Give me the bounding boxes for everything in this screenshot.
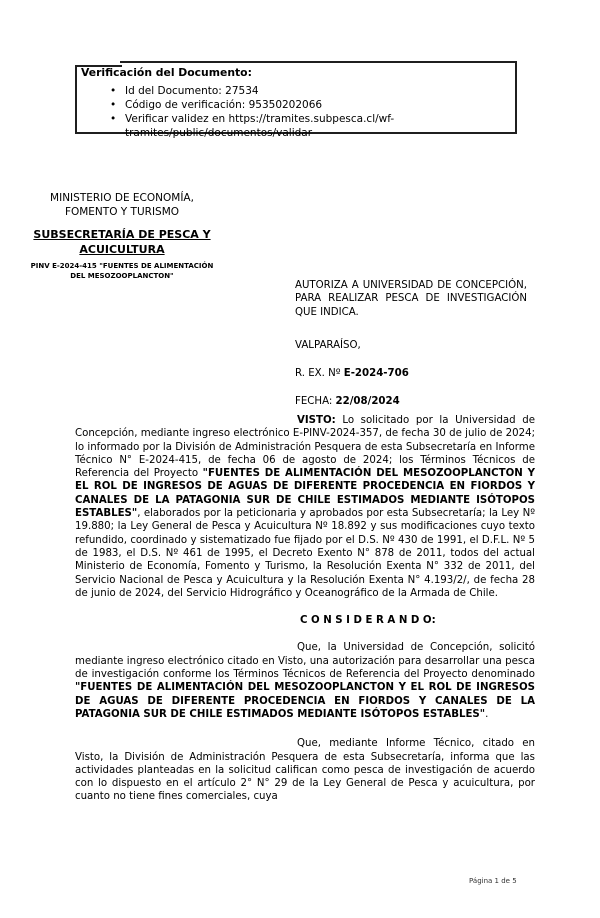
city-line: VALPARAÍSO, (295, 340, 361, 351)
visto-paragraph (75, 414, 535, 600)
verification-url-link[interactable]: https://tramites.subpesca.cl/wf-tramites/public/documentos/validar (125, 113, 395, 139)
verification-item-url-prefix: Verificar validez en (125, 113, 229, 125)
resolution-number-line (295, 368, 409, 379)
ministry-name-line1: MINISTERIO DE ECONOMÍA, (50, 192, 194, 204)
considerando-p1-end: . (485, 708, 489, 720)
verification-item-code (108, 98, 531, 112)
verification-box-content (81, 66, 531, 140)
ministry-name-line2: FOMENTO Y TURISMO (64, 205, 180, 218)
page-number: Página 1 de 5 (469, 877, 517, 885)
resolution-body (75, 414, 535, 804)
resolution-subject: AUTORIZA A UNIVERSIDAD DE CONCEPCIÓN, PARA REALIZAR PESCA DE INVESTIGACIÓN QUE INDICA. (295, 280, 527, 318)
visto-text-part1: Lo solicitado por la Universidad de Concepción, mediante ingreso electrónico E-PINV-2024-357, de fecha 30 de julio de 2024; lo informado por la División de Administración Pesquera de esta Subsecretaría en Informe Técnico N° E-2024-415, de fecha 06 de agosto de 2024; los Términos Técnicos de Referencia del Proyecto (75, 415, 535, 480)
verification-box-border-top-right-segment (120, 61, 517, 63)
project-reference-line1: PINV E-2024-415 "FUENTES DE ALIMENTACIÓN (30, 262, 214, 270)
considerando-heading: C O N S I D E R A N D O: (300, 615, 436, 627)
verification-item-code-text: Código de verificación: 95350202066 (125, 99, 323, 111)
resolution-number-value: E-2024-706 (343, 368, 409, 379)
verification-box-border-left (75, 65, 77, 134)
verification-item-url (108, 112, 531, 140)
date-value: 22/08/2024 (335, 396, 400, 407)
visto-label: VISTO: (297, 415, 336, 426)
project-title-considerando: "FUENTES DE ALIMENTACIÓN DEL MESOZOOPLANCTON Y EL ROL DE INGRESOS DE AGUAS DE DIFERENTE PROCEDENCIA EN FIORDOS Y CANALES DE LA PATAGONIA SUR DE CHILE ESTIMADOS MEDIANTE ISÓTOPOS ESTABLES" (75, 682, 535, 720)
project-reference-line2: DEL MESOZOOPLANCTON" (70, 271, 174, 280)
verification-item-document-id (108, 84, 531, 98)
date-label: FECHA: (295, 396, 336, 407)
considerando-paragraph-1 (75, 641, 535, 721)
subsecretaria-name (22, 228, 222, 257)
subsecretaria-line1: SUBSECRETARÍA DE PESCA Y (33, 228, 211, 241)
verification-item-document-id-text: Id del Documento: 27534 (125, 85, 259, 97)
project-title-visto: "FUENTES DE ALIMENTACIÓN DEL MESOZOOPLANCTON Y EL ROL DE INGRESOS DE AGUAS DE DIFERENTE PROCEDENCIA EN FIORDOS Y CANALES DE LA PATAGONIA SUR DE CHILE ESTIMADOS MEDIANTE ISÓTOPOS ESTABLES" (75, 468, 536, 520)
subsecretaria-line2: ACUICULTURA (79, 242, 165, 256)
verification-list (108, 84, 531, 140)
visto-text-part2: , elaborados por la peticionaria y aprobados por esta Subsecretaría; la Ley Nº 19.880; la Ley General de Pesca y Acuicultura Nº 18.892 y sus modificaciones cuyo texto refundido, coordinado y sistematizado fue fijado por el D.S. Nº 430 de 1991, el D.F.L. Nº 5 de 1983, el D.S. Nº 461 de 1995, el Decreto Exento N° 878 de 2011, todos del actual Ministerio de Economía, Fomento y Turismo, la Resolución Exenta N° 332 de 2011, del Servicio Nacional de Pesca y Acuicultura y la Resolución Exenta N° 4.193/2/, de fecha 28 de junio de 2024, del Servicio Hidrográfico y Oceanográfico de la Armada de Chile. (75, 508, 535, 599)
considerando-p1-text: Que, la Universidad de Concepción, solicitó mediante ingreso electrónico citado en Visto, una autorización para desarrollar una pesca de investigación conforme los Términos Técnicos de Referencia del Proyecto denominado (75, 642, 535, 681)
resolution-number-label: R. EX. Nº (295, 368, 344, 379)
date-line (295, 396, 400, 407)
verification-title: Verificación del Documento: (81, 66, 252, 79)
considerando-paragraph-2: Que, mediante Informe Técnico, citado en Visto, la División de Administración Pesquera de esta Subsecretaría, informa que las actividades planteadas en la solicitud califican como pesca de investigación de acuerdo con lo dispuesto en el artículo 2° N° 29 de la Ley General de Pesca y acuicultura, por cuanto no tiene fines comerciales, cuya (75, 738, 535, 803)
project-reference (22, 262, 222, 281)
letterhead (22, 192, 222, 281)
